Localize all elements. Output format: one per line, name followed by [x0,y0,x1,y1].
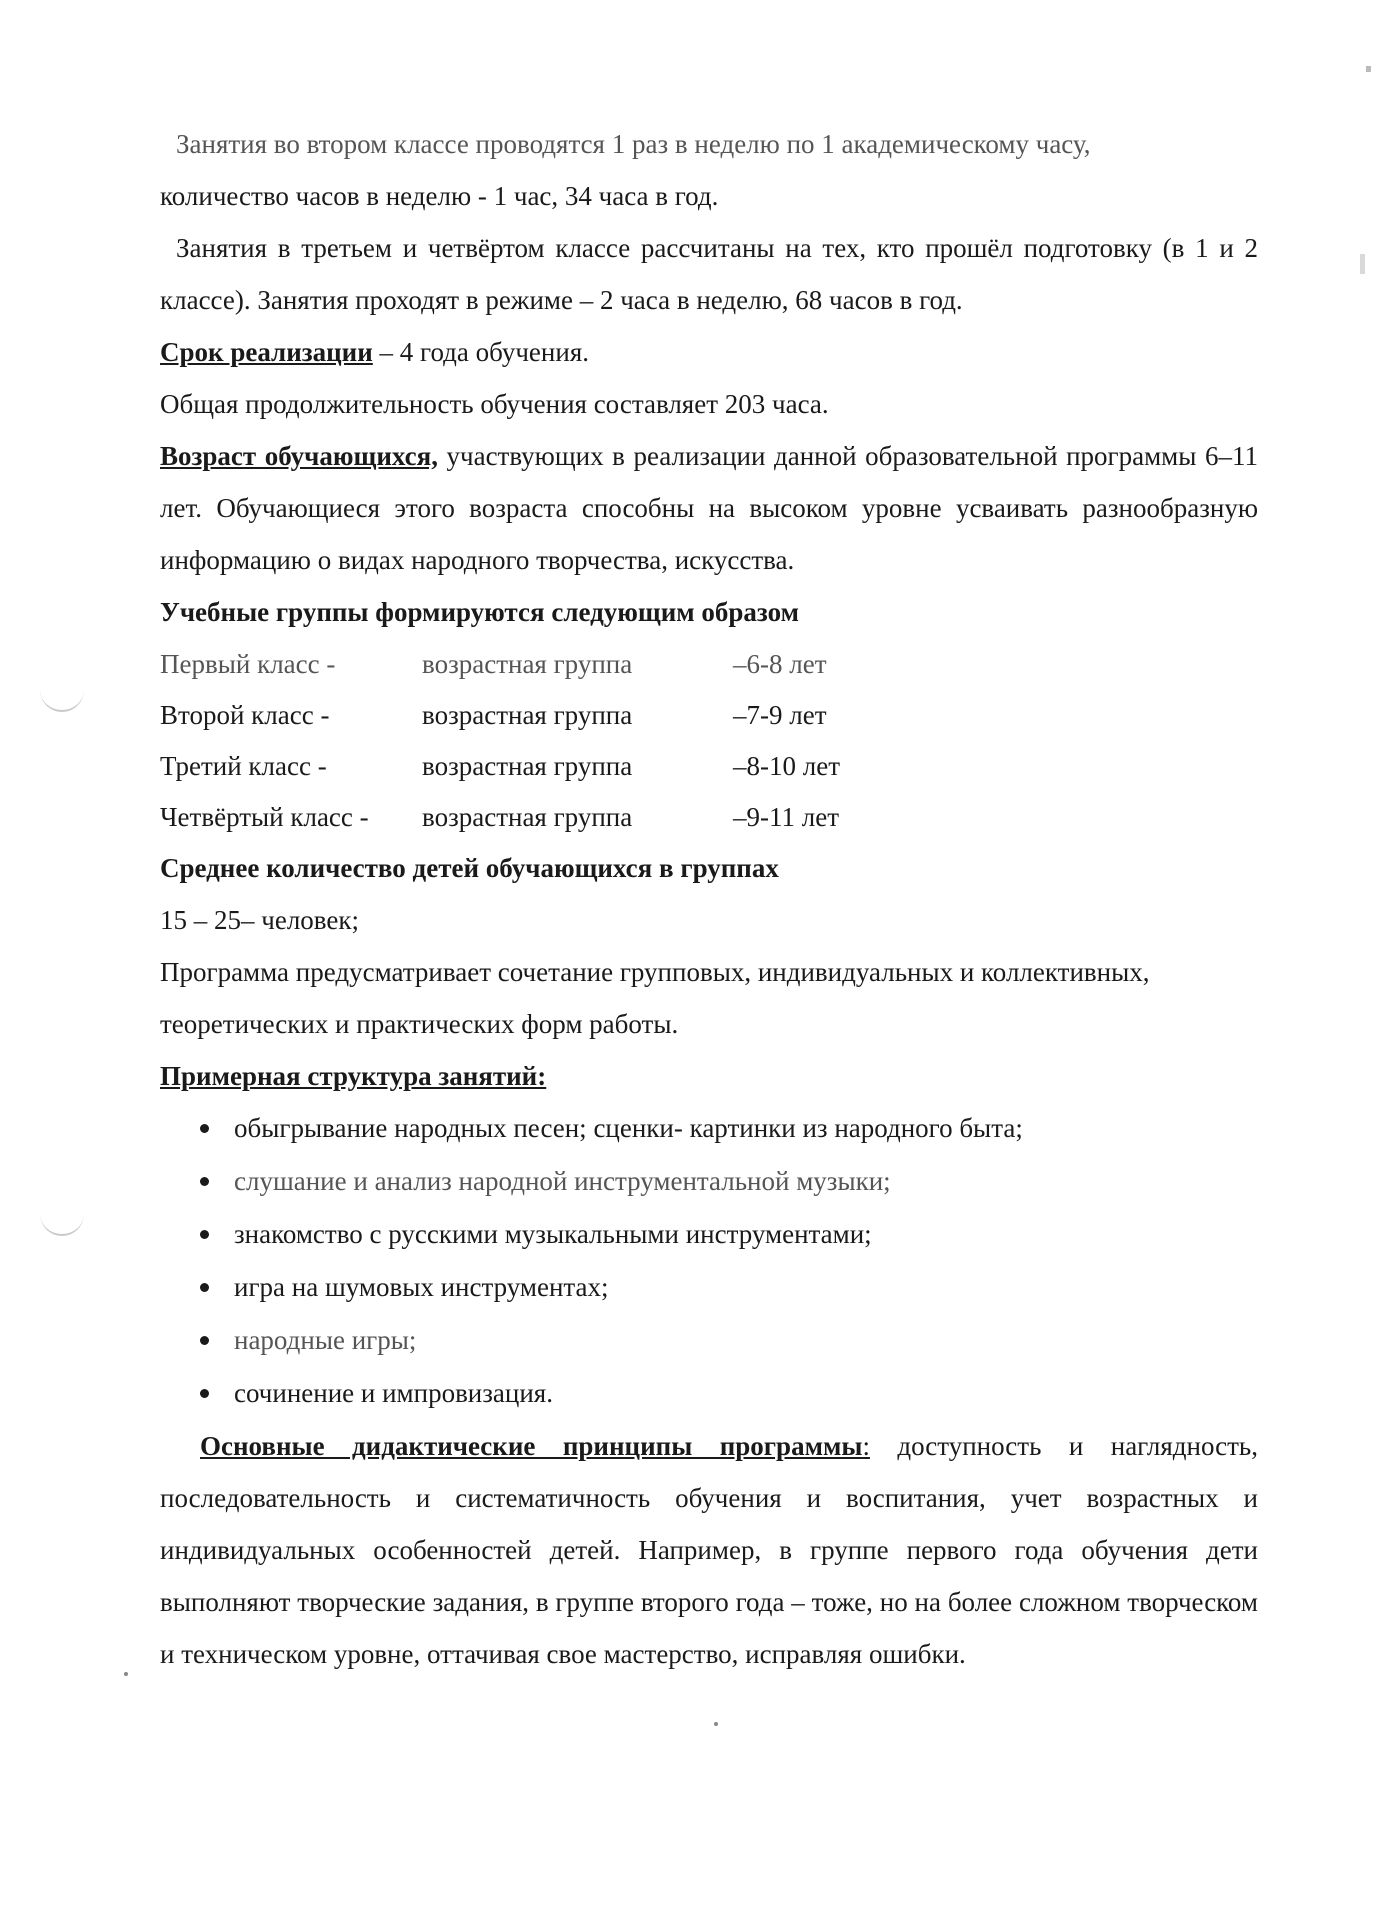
list-item-text: сочинение и импровизация. [234,1378,553,1408]
bullet-icon [200,1336,209,1345]
group-class: Первый класс - [160,648,336,679]
group-row [160,791,1258,842]
group-age: –6-8 лет [733,648,827,679]
group-class: Четвёртый класс - [160,801,369,832]
document-body [160,118,1258,1680]
punch-hole-mark [40,1214,84,1236]
term-paragraph [160,326,1258,378]
scan-edge-mark [1360,254,1365,274]
program-forms-paragraph: Программа предусматривает сочетание групповых, индивидуальных и коллективных, теоретических и практических форм работы. [160,957,1150,1039]
paragraph-schedule-second-class-line2: количество часов в неделю - 1 час, 34 часа в год. [160,181,719,211]
group-type: возрастная группа [422,801,633,832]
list-item-text: слушание и анализ народной инструментальной музыки; [234,1166,891,1196]
bullet-icon [200,1283,209,1292]
list-item [160,1314,1258,1367]
principles-label: Основные дидактические принципы программы [200,1431,863,1461]
principles-text: доступность и наглядность, последовательность и систематичность обучения и воспитания, учет возрастных и индивидуальных особенностей детей. Например, в группе первого года обучения дети выполняют творческие задания, в группе второго года – тоже, но на более сложном творческом и техническом уровне, оттачивая свое мастерство, исправляя ошибки. [160,1431,1258,1669]
groups-table [160,638,1258,842]
paragraph-schedule-second-class-line1: Занятия во втором классе проводятся 1 раз в неделю по 1 академическому часу, [176,129,1091,159]
total-duration-paragraph: Общая продолжительность обучения составляет 203 часа. [160,389,829,419]
bullet-icon [200,1124,209,1133]
structure-list [160,1102,1258,1420]
bullet-icon [200,1389,209,1398]
principles-paragraph [160,1420,1258,1680]
group-row [160,638,1258,689]
list-item [160,1208,1258,1261]
group-class: Второй класс - [160,699,330,730]
group-age: –8-10 лет [733,750,840,781]
list-item [160,1367,1258,1420]
age-label: Возраст обучающихся, [160,441,438,471]
term-text: – 4 года обучения. [372,337,589,367]
group-type: возрастная группа [422,648,633,679]
group-type: возрастная группа [422,750,633,781]
structure-heading: Примерная структура занятий: [160,1061,547,1091]
list-item-text: знакомство с русскими музыкальными инструментами; [234,1219,872,1249]
age-paragraph [160,430,1258,586]
punch-hole-mark [40,690,84,712]
group-row [160,689,1258,740]
list-item-text: народные игры; [234,1325,417,1355]
list-item [160,1155,1258,1208]
scan-speck [714,1722,718,1726]
group-class: Третий класс - [160,750,327,781]
list-item [160,1102,1258,1155]
bullet-icon [200,1177,209,1186]
average-heading: Среднее количество детей обучающихся в группах [160,853,779,883]
principles-colon: : [862,1431,870,1461]
list-item-text: обыгрывание народных песен; сценки- картинки из народного быта; [234,1113,1023,1143]
scan-speck [124,1672,128,1676]
scan-edge-mark [1366,66,1371,72]
group-row [160,740,1258,791]
age-text: участвующих в реализации данной образовательной программы 6–11 лет. Обучающиеся этого возраста способны на высоком уровне усваивать разнообразную информацию о видах народного творчества, искусства. [160,441,1258,575]
group-age: –7-9 лет [733,699,827,730]
groups-heading: Учебные группы формируются следующим образом [160,597,799,627]
list-item [160,1261,1258,1314]
average-value: 15 – 25– человек; [160,905,359,935]
group-type: возрастная группа [422,699,633,730]
group-age: –9-11 лет [733,801,839,832]
list-item-text: игра на шумовых инструментах; [234,1272,609,1302]
bullet-icon [200,1230,209,1239]
paragraph-schedule-third-fourth: Занятия в третьем и четвёртом классе рассчитаны на тех, кто прошёл подготовку (в 1 и 2 классе). Занятия проходят в режиме – 2 часа в неделю, 68 часов в год. [160,233,1258,315]
term-label: Срок реализации [160,337,373,367]
